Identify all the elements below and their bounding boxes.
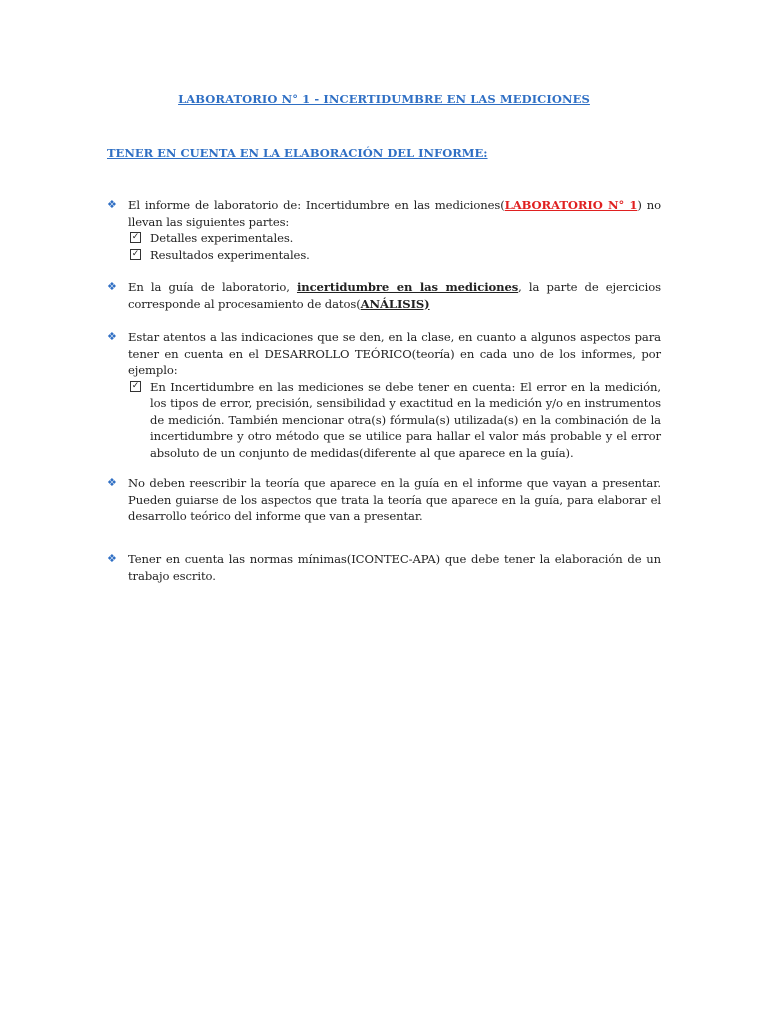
check-item [128,247,661,264]
list-item-body [128,329,661,461]
section-heading: TENER EN CUENTA EN LA ELABORACIÓN DEL INFORME: [107,146,488,160]
list-item [107,197,661,263]
checkbox-checked-icon: ✓ [131,248,140,259]
diamond-bullet-icon: ❖ [107,552,117,565]
check-item-text: Detalles experimentales. [150,231,294,245]
list-item-text: ) no llevan las siguientes partes: [128,198,661,229]
list-item [107,551,661,584]
document-title: LABORATORIO N° 1 - INCERTIDUMBRE EN LAS MEDICIONES [178,92,590,106]
check-item [128,230,661,247]
list-item-text: Estar atentos a las indicaciones que se den, en la clase, en cuanto a algunos aspectos para tener en cuenta en el DESARROLLO TEÓRICO(teoría) en cada uno de los informes, por ejemplo: [128,330,661,377]
list-item-body [128,197,661,263]
list-item-text: Tener en cuenta las normas mínimas(ICONTEC-APA) que debe tener la elaboración de un trabajo escrito. [128,552,661,583]
diamond-bullet-icon: ❖ [107,476,117,489]
check-item [128,379,661,462]
diamond-bullet-icon: ❖ [107,198,117,211]
bold-text: ANÁLISIS) [360,296,430,311]
check-item-text: En Incertidumbre en las mediciones se debe tener en cuenta: El error en la medición, los tipos de error, precisión, sensibilidad y exactitud en la medición y/o en instrumentos de medición. También mencionar otra(s) fórmula(s) utilizada(s) en la combinación de la incertidumbre y otro método que se utilice para hallar el valor más probable y el error absoluto de un conjunto de medidas(diferente al que aparece en la guía). [150,379,661,460]
highlight-text: LABORATORIO N° 1 [504,198,638,212]
checkbox-checked-icon: ✓ [131,380,140,391]
list-item-text: El informe de laboratorio de: Incertidumbre en las mediciones( [128,198,505,212]
check-item-text: Resultados experimentales. [150,247,310,262]
diamond-bullet-icon: ❖ [107,280,117,293]
list-item-text: , la parte de ejercicios corresponde al procesamiento de datos( [128,280,661,311]
list-item-text: No deben reescribir la teoría que aparece en la guía en el informe que vayan a presentar. Pueden guiarse de los aspectos que trata la teoría que aparece en la guía, para elaborar el desarrollo teórico del informe que van a presentar. [128,476,661,523]
list-item-text: En la guía de laboratorio, [128,280,297,294]
diamond-bullet-icon: ❖ [107,330,117,343]
checkbox-checked-icon: ✓ [131,232,140,242]
list-item [107,279,661,312]
list-item-body [128,279,661,312]
bold-text: incertidumbre en las mediciones [296,280,519,294]
list-item [107,329,661,461]
list-item [107,475,661,525]
